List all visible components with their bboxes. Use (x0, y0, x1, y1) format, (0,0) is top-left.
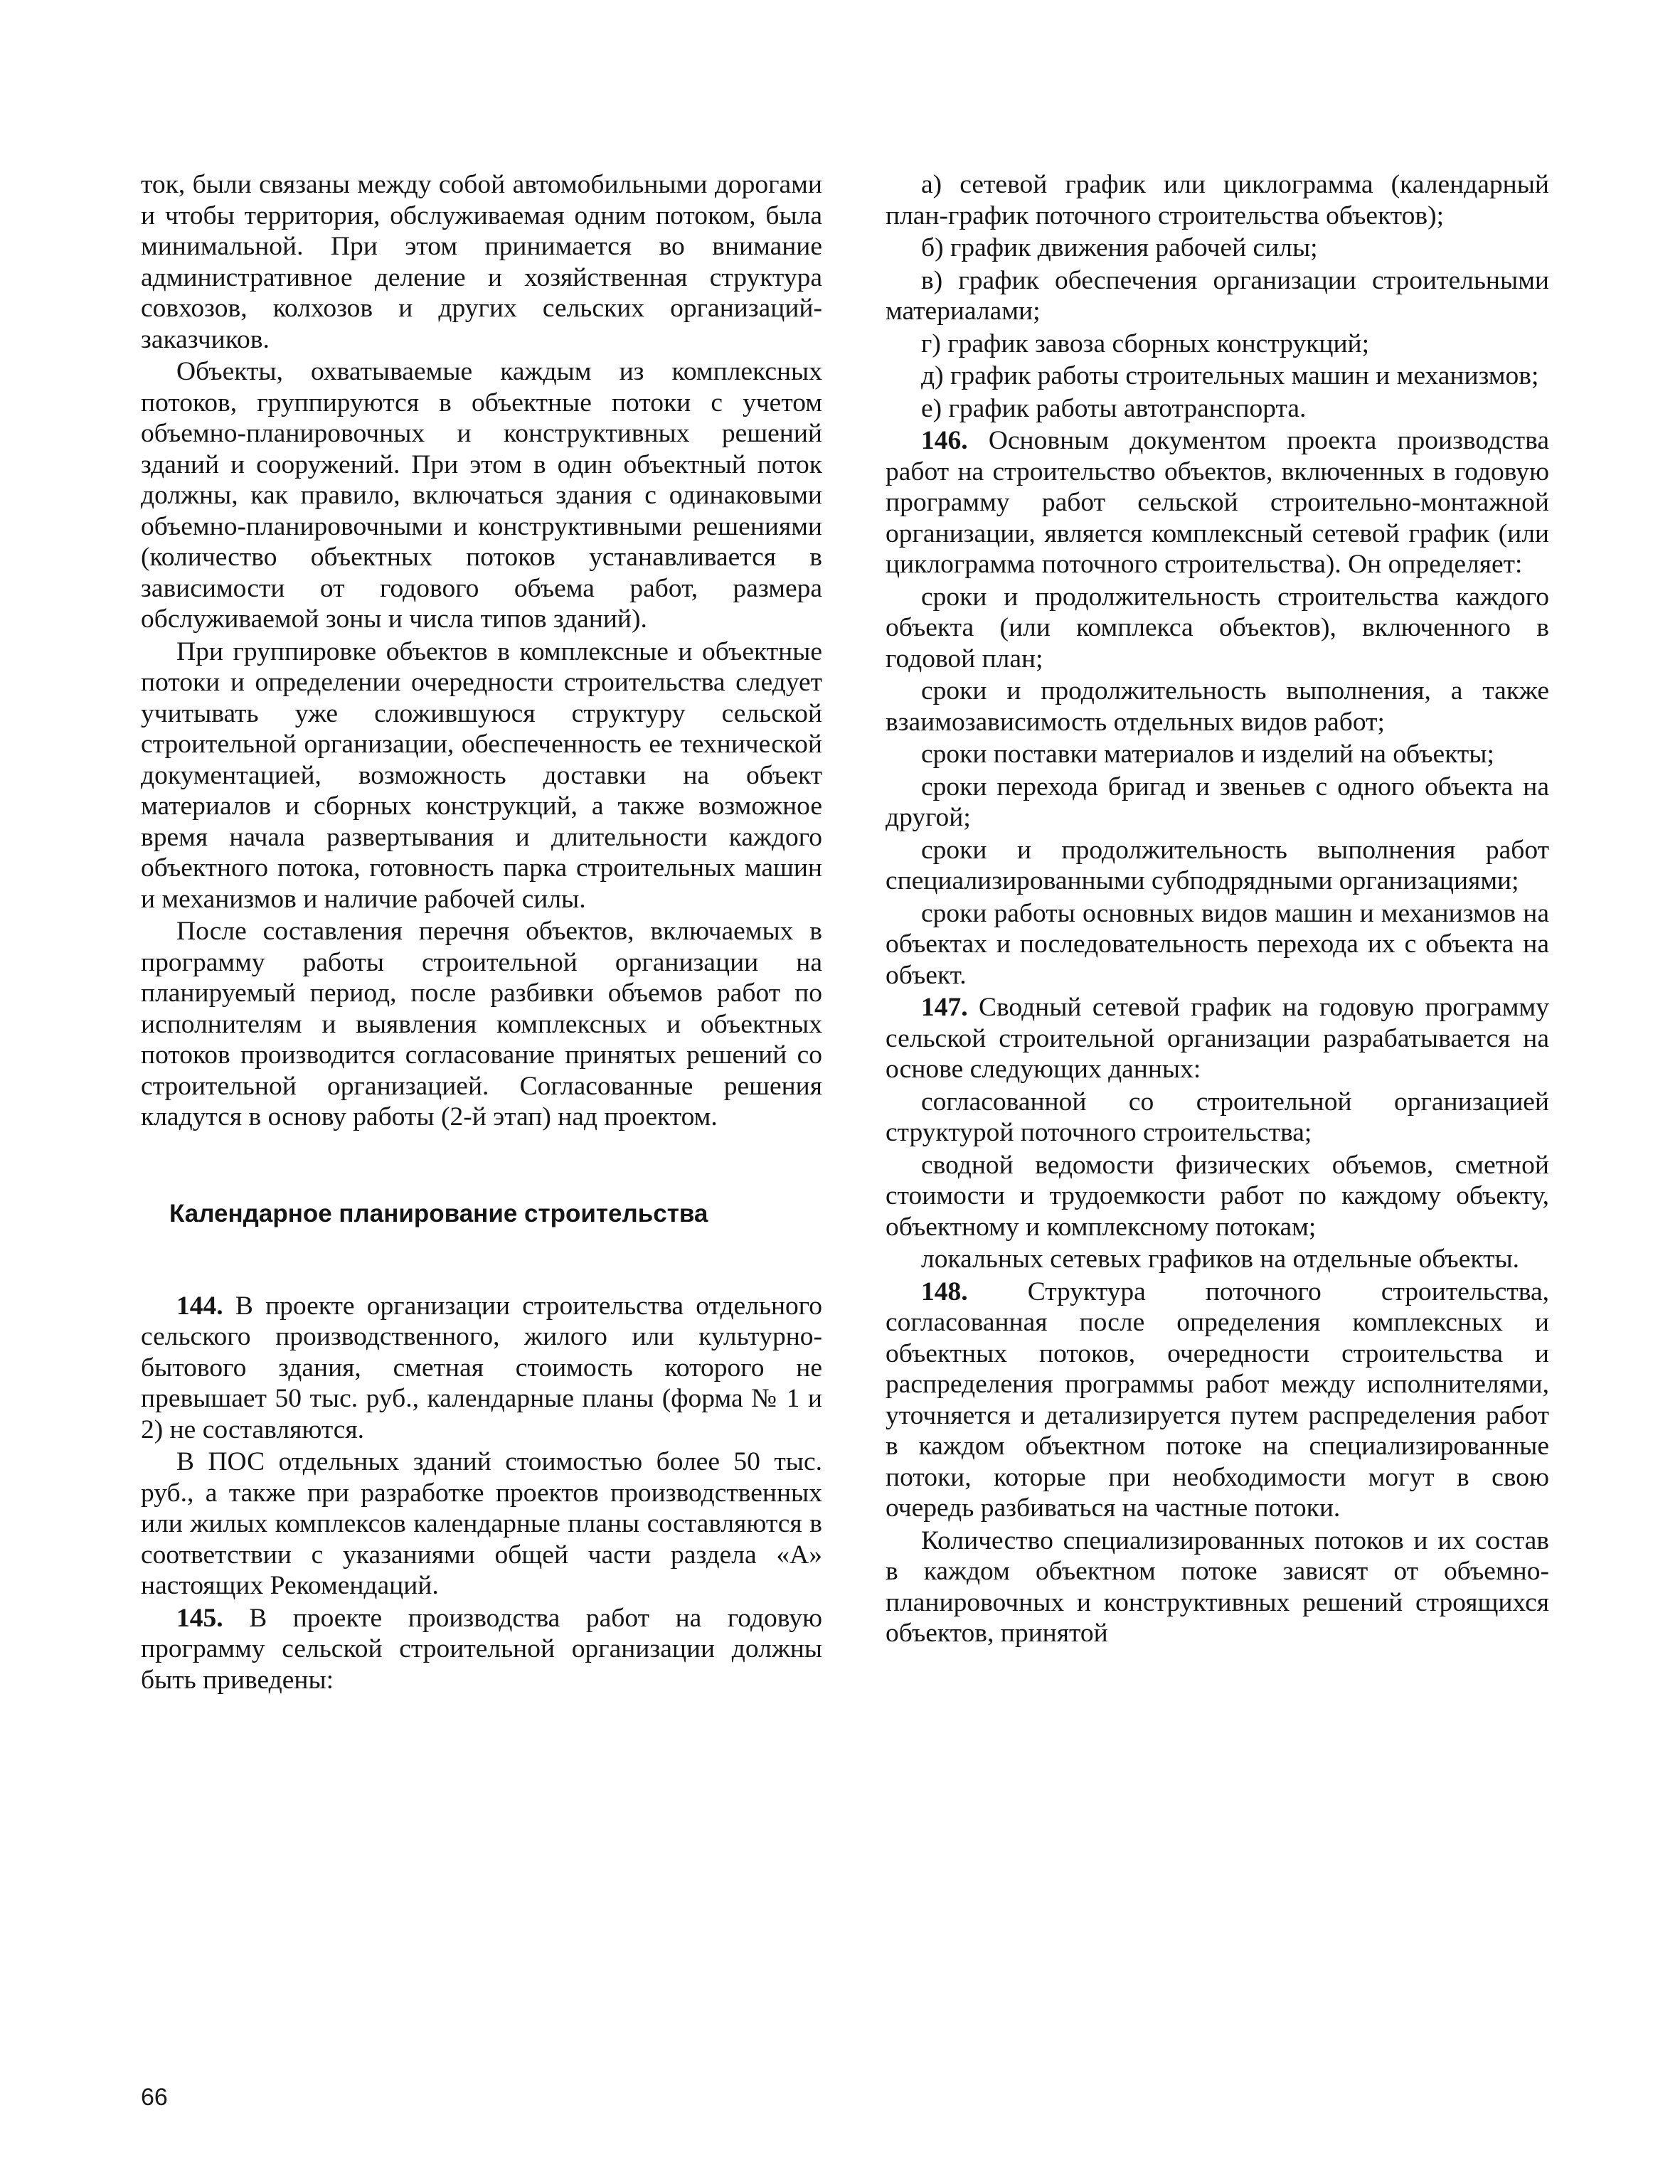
list-item: сроки работы основных видов машин и механизмов на объектах и последовательность перехода их с объекта на объект. (886, 898, 1549, 990)
paragraph-148-text: Структура поточного строительства, согласованная после определения комплексных и объектных потоков, очередности строительства и распределения программы работ между исполнителями, уточняется и детализируется путем распределения работ в каждом объектном потоке на специализированные потоки, которые при необходимости могут в свою очередь разбиваться на частные потоки. (886, 1277, 1549, 1523)
list-item: локальных сетевых графиков на отдельные объекты. (921, 1245, 1520, 1274)
list-item: б) график движения рабочей силы; (921, 233, 1318, 262)
list-item: г) график завоза сборных конструкций; (921, 329, 1370, 358)
paragraph-146-text: Основным документом проекта производства работ на строительство объектов, включенных в годовую программу работ сельской строительно-монтажной организации, является комплексный сетевой график (или циклограмма поточного строительства). Он определяет: (886, 426, 1549, 579)
left-column (141, 169, 822, 1697)
paragraph-specialized-flows: Количество специализированных потоков и их состав в каждом объектном потоке зависят от объемно-планировочных и конструктивных решений строящихся объектов, принятой (886, 1525, 1549, 1648)
paragraph-grouping: При группировке объектов в комплексные и объектные потоки и определении очередности строительства следует учитывать уже сложившуюся структуру сельской строительной организации, обеспеченность ее технической документацией, возможность доставки на объект материалов и сборных конструкций, а также возможное время начала развертывания и длительности каждого объектного потока, готовность парка строительных машин и механизмов и наличие рабочей силы. (141, 636, 822, 914)
paragraph-approval: После составления перечня объектов, включаемых в программу работы строительной организации на планируемый период, после разбивки объемов работ по исполнителям и выявления комплексных и объектных потоков производится согласование принятых решений со строительной организацией. Согласованные решения кладутся в основу работы (2-й этап) над проектом. (141, 917, 822, 1131)
paragraph-number-144: 144. (176, 1291, 223, 1321)
paragraph-147-text: Сводный сетевой график на годовую программу сельской строительной организации разрабатывается на основе следующих данных: (886, 993, 1549, 1084)
paragraph-continuation: ток, были связаны между собой автомобильными дорогами и чтобы территория, обслуживаемая одним потоком, была минимальной. При этом принимается во внимание административное деление и хозяйственная структура совхозов, колхозов и других сельских организаций-заказчиков. (141, 170, 822, 354)
paragraph-148 (886, 1277, 1549, 1524)
list-item: сроки и продолжительность строительства каждого объекта (или комплекса объектов), включенного в годовой план; (886, 582, 1549, 673)
list-item: в) график обеспечения организации строительными материалами; (886, 265, 1549, 326)
list-item: сроки и продолжительность выполнения, а также взаимозависимость отдельных видов работ; (886, 676, 1549, 737)
paragraph-number-147: 147. (921, 993, 968, 1022)
list-item: а) сетевой график или циклограмма (календарный план-график поточного строительства объектов); (886, 170, 1549, 230)
paragraph-147 (886, 992, 1549, 1085)
paragraph-146 (886, 425, 1549, 580)
paragraph-number-145: 145. (176, 1603, 223, 1633)
list-item: сроки поставки материалов и изделий на объекты; (921, 740, 1494, 769)
paragraph-144-text: В проекте организации строительства отдельного сельского производственного, жилого или культурно-бытового здания, сметная стоимость которого не превышает 50 тыс. руб., календарные планы (форма № 1 и 2) не составляются. (141, 1291, 822, 1444)
list-item: сводной ведомости физических объемов, сметной стоимости и трудоемкости работ по каждому объекту, объектному и комплексному потокам; (886, 1150, 1549, 1242)
paragraph-145 (141, 1603, 822, 1696)
list-item: сроки перехода бригад и звеньев с одного объекта на другой; (886, 772, 1549, 832)
page-number: 66 (141, 2084, 168, 2111)
paragraph-number-146: 146. (921, 426, 968, 455)
paragraph-object-flows: Объекты, охватываемые каждым из комплексных потоков, группируются в объектные потоки с учетом объемно-планировочных и конструктивных решений зданий и сооружений. При этом в один объектный поток должны, как правило, включаться здания с одинаковыми объемно-планировочными и конструктивными решениями (количество объектных потоков устанавливается в зависимости от годового объема работ, размера обслуживаемой зоны и числа типов зданий). (141, 357, 822, 634)
paragraph-144-continued: В ПОС отдельных зданий стоимостью более 50 тыс. руб., а также при разработке проектов производственных или жилых комплексов календарные планы составляются в соответствии с указаниями общей части раздела «А» настоящих Рекомендаций. (141, 1447, 822, 1600)
list-item: согласованной со строительной организацией структурой поточного строительства; (886, 1087, 1549, 1147)
list-item: е) график работы автотранспорта. (921, 393, 1307, 423)
paragraph-144 (141, 1291, 822, 1446)
right-column (886, 169, 1549, 1651)
paragraph-number-148: 148. (921, 1277, 968, 1306)
paragraph-145-text: В проекте производства работ на годовую программу сельской строительной организации должны быть приведены: (141, 1603, 822, 1695)
section-heading: Календарное планирование строительства (169, 1199, 708, 1227)
list-item: сроки и продолжительность выполнения работ специализированными субподрядными организациями; (886, 835, 1549, 895)
list-item: д) график работы строительных машин и механизмов; (921, 361, 1539, 390)
